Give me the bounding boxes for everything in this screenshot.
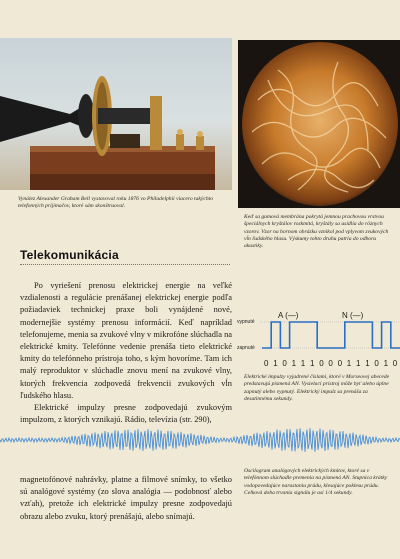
bit-label: 1: [365, 359, 370, 368]
analog-wave-diagram: [0, 428, 400, 452]
telephone-photo: [0, 38, 232, 190]
bit-label: 1: [310, 359, 315, 368]
signal-on-label: vypnuté: [237, 319, 255, 325]
article-paragraph: Elektrické impulzy presne zodpovedajú zvukovým impulzom, z ktorých vznikajú. Rádio, televízia (str. 290),: [20, 403, 232, 425]
article-paragraph: Po vyriešení prenosu elektrickej energie na veľké vzdialenosti a regulácie prenášanej elektrickej energie podľa požiadaviek technickej praxe boli vynájdené nové, modernejšie systémy prenosu informácií. Keď napríklad telefonujeme, menia sa zvukové vlny v mikrofóne slúchadla na elektrické kmity. Telefónne vedenie prenáša tieto elektrické kmity do telefónneho prístroja toho, s kým hovoríme. Tam ich malý reproduktor v slúchadle znovu mení na zvukové vlny, ktorých frekvencia zodpovedá frekvencii zvukových vĺn ľudského hlasu.: [20, 281, 232, 400]
bit-label: 1: [356, 359, 361, 368]
article-body: [20, 280, 232, 426]
title-divider: [20, 264, 230, 265]
signal-caption: Elektrické impulzy vyjadrené číslami, ktoré v Morseovej abecede predstavujú písmená AN. Vysielací prístroj môže byť alebo úplne zapnutý alebo vypnutý. Elektrický impulz sa prenáša za desatinnému sekundy.: [244, 374, 390, 402]
article-continuation: [20, 474, 232, 523]
phone-caption: Vynález Alexander Graham Bell vystavoval roku 1876 vo Philadelphii viacero takýchto telefonných prijímačov, ktoré sám skonštruoval.: [18, 196, 214, 210]
article-title: Telekomunikácia: [20, 248, 119, 262]
wave-caption: Oscilogram analógových elektrických kmitov, ktoré sa v telefónnom slúchadle premenia na písmená AN. Stupnica krátky vodopovedajúce narastaniu prúdu, klesajúce poklesu prúdu. Celková doba trvania signálu je asi 1/4 sekundy.: [244, 468, 388, 496]
letter-a-label: A (—): [278, 311, 299, 320]
bit-label: 1: [300, 359, 306, 368]
signal-waveform: [262, 322, 400, 348]
bit-label: 0: [282, 359, 287, 368]
bit-label: 1: [273, 359, 278, 368]
crystal-caption: Keď sa gumová membrána pokrytá jemnou prachovou vrstvou špeciálnych kryštálov rozkmitá, kryštály sa usídlia do rôznych vzorov. Vzor na hornom obrázku vznikol pod vplyvom zvukových vĺn ľudského hlasu. Výskumy tohto druhu patria do odboru akustiky.: [244, 214, 389, 250]
acoustic-crystal-pattern-illustration: [238, 40, 400, 208]
signal-off-label: zapnuté: [237, 345, 255, 351]
bit-label: 1: [346, 359, 352, 368]
bit-label: 0: [374, 359, 379, 368]
article-paragraph: magnetofónové nahrávky, platne a filmové snímky, to všetko sú analógové systémy (zo slova analógia — podobnosť alebo vzťah), pretože ich elektrické impulzy presne zodpovedajú obrazu alebo zvuku, ktorý prenášajú, alebo snímajú.: [20, 475, 232, 521]
letter-n-label: N (—): [342, 311, 364, 320]
analog-oscillogram: [0, 428, 400, 452]
crystal-pattern-photo: [238, 40, 400, 208]
bit-label: 1: [291, 359, 297, 368]
bit-label: 0: [392, 359, 398, 368]
binary-signal-figure: [236, 306, 400, 370]
bit-row: [264, 359, 398, 368]
bit-label: 0: [337, 359, 343, 368]
analog-waveform: [0, 428, 400, 452]
bit-label: 0: [319, 359, 324, 368]
bit-label: 0: [264, 359, 269, 368]
bit-label: 0: [328, 359, 333, 368]
bit-label: 1: [383, 359, 389, 368]
bell-telephone-illustration: [0, 38, 232, 190]
binary-signal-diagram: [236, 306, 400, 370]
